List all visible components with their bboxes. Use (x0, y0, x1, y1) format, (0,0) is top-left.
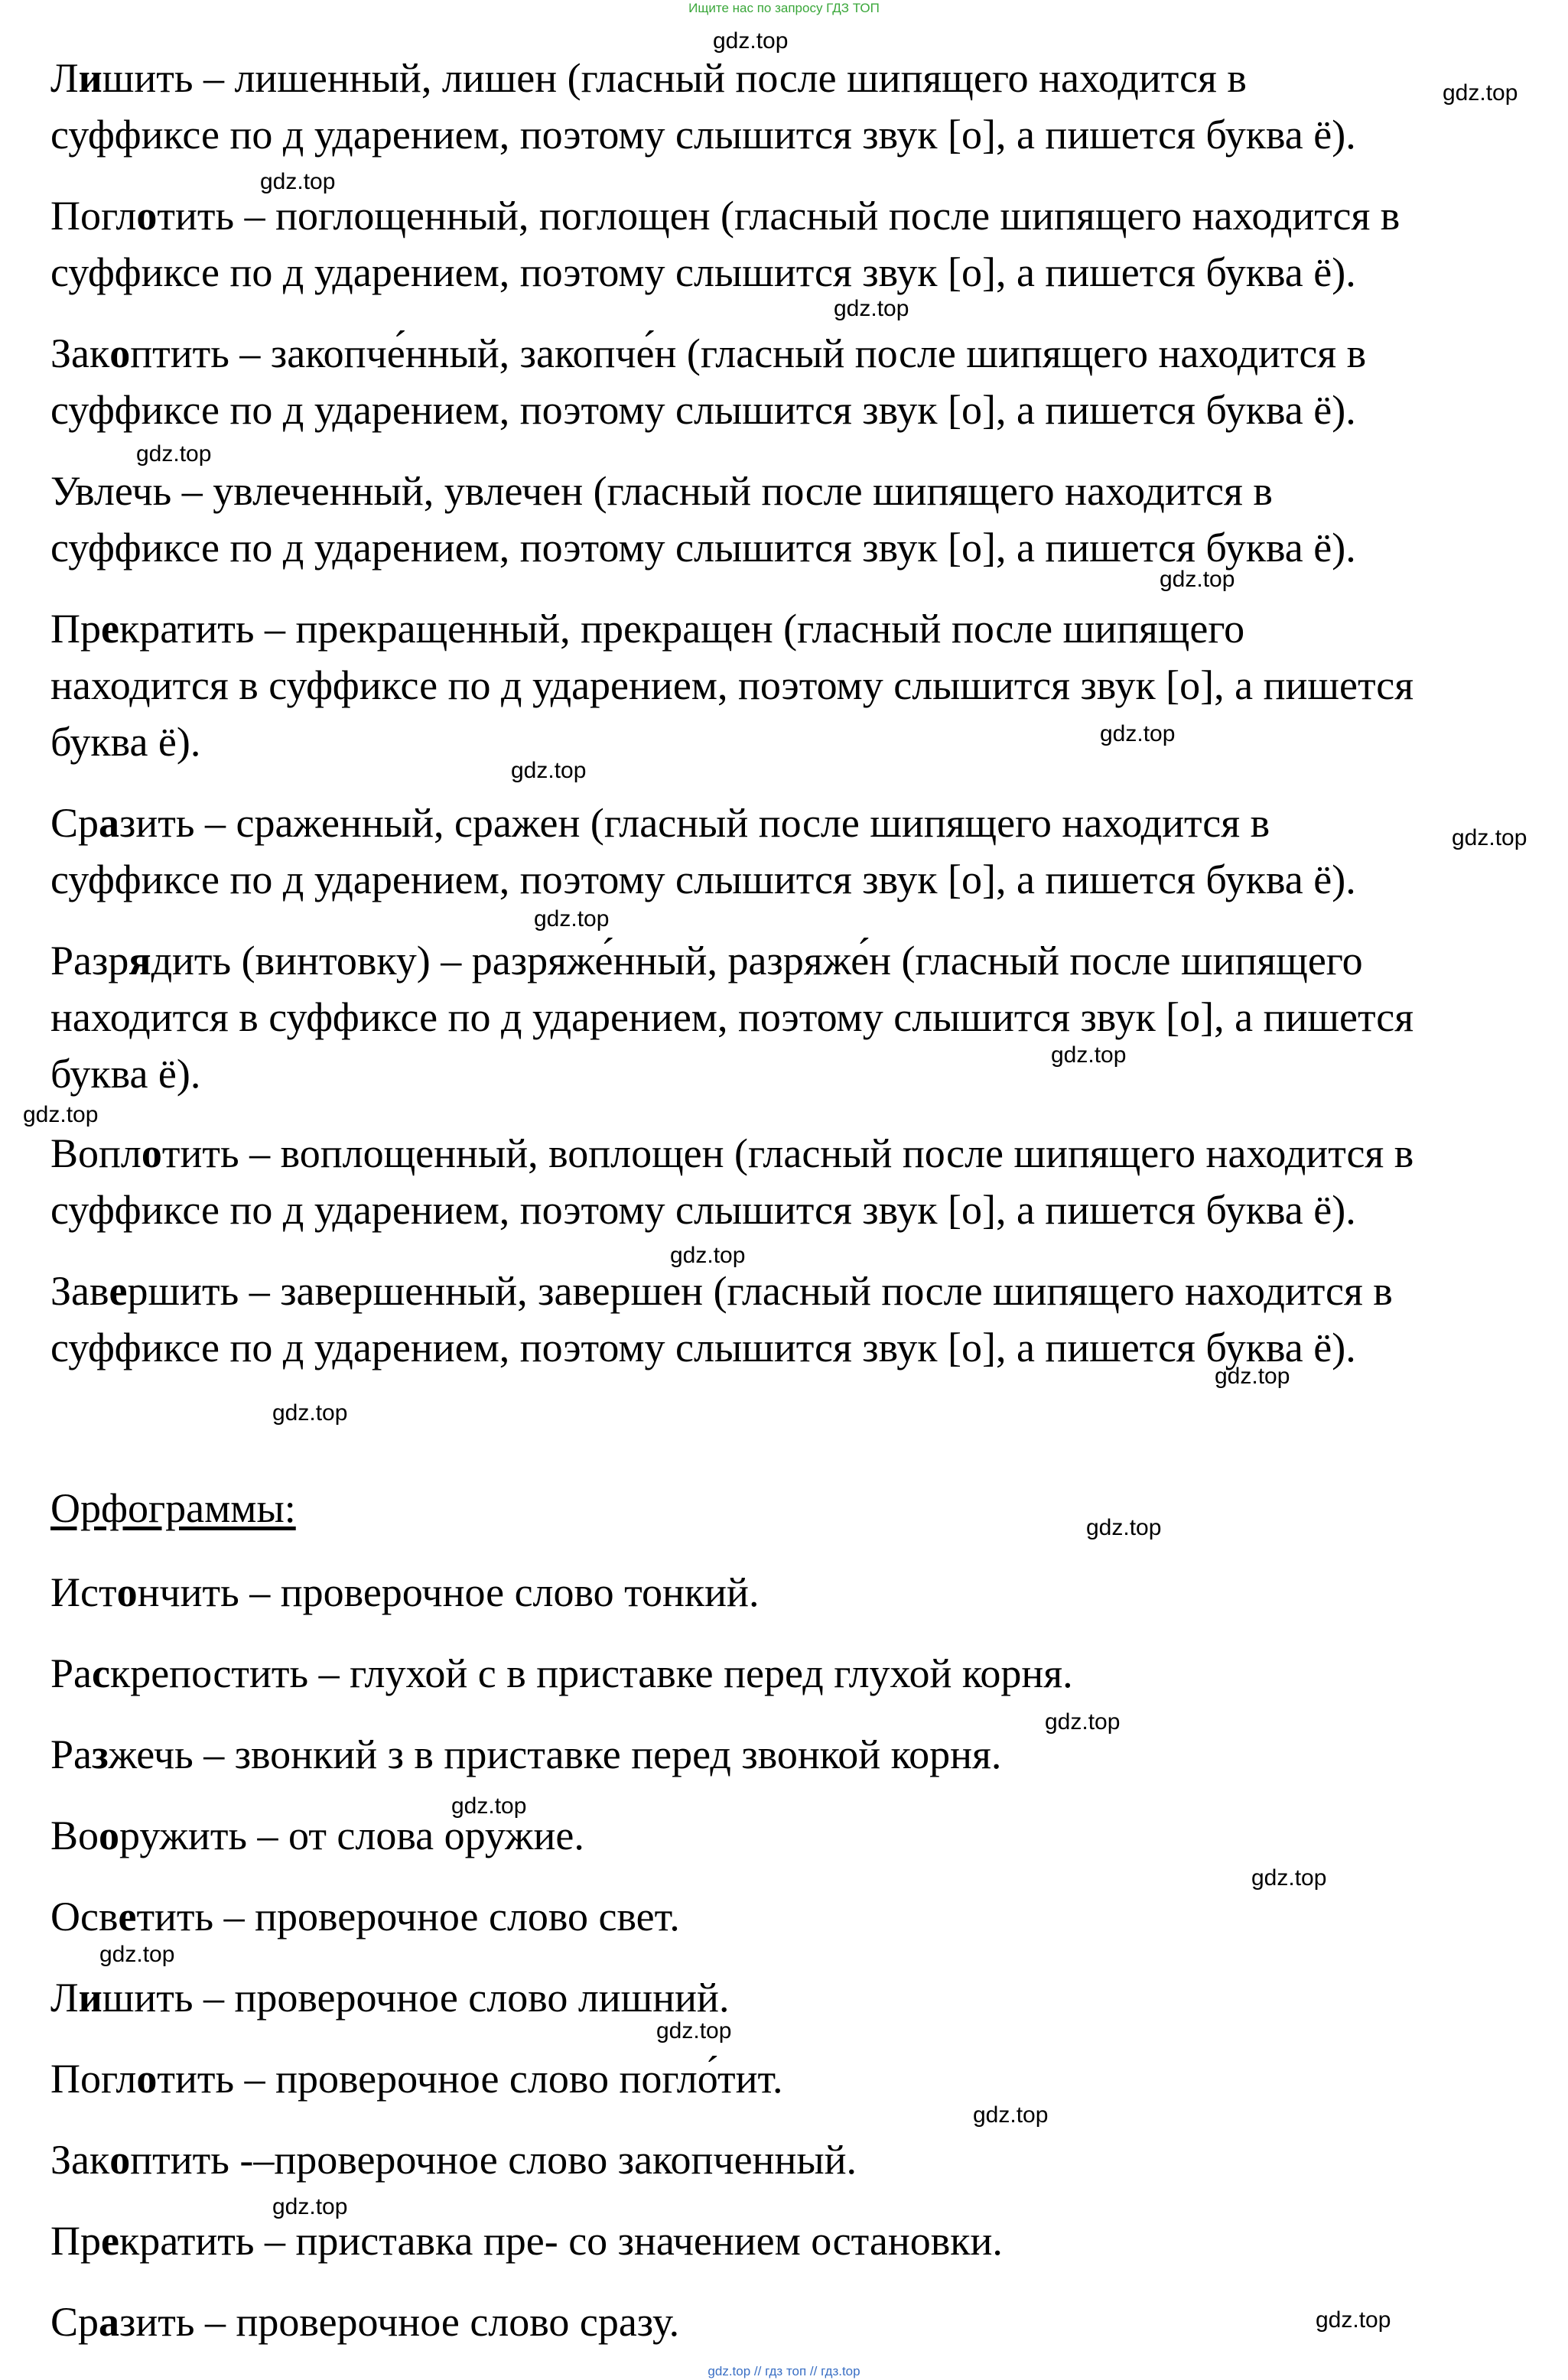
watermark: gdz.top (1100, 721, 1176, 746)
text-line: Истончить – проверочное слово тонкий. (50, 1569, 760, 1615)
watermark: gdz.top (99, 1942, 175, 1967)
text-line: суффиксе по д ударением, поэтому слышится звук [о], а пишется буква ё). (50, 387, 1356, 433)
watermark: gdz.top (1215, 1364, 1290, 1389)
watermark: gdz.top (260, 169, 336, 194)
watermark: gdz.top (272, 1400, 348, 1426)
text-line: Вооружить – от слова оружие. (50, 1813, 584, 1858)
watermark: gdz.top (23, 1102, 99, 1127)
watermark: gdz.top (670, 1243, 746, 1268)
text-line: Разрядить (винтовку) – разряже́нный, разряже́н (гласный после шипящего (50, 938, 1363, 984)
text-line: находится в суффиксе по д ударением, поэтому слышится звук [о], а пишется (50, 994, 1414, 1040)
text-line: Сразить – сраженный, сражен (гласный после шипящего находится в (50, 800, 1270, 846)
watermark: gdz.top (136, 441, 212, 467)
text-line: Сразить – проверочное слово сразу. (50, 2299, 680, 2345)
watermark: gdz.top (534, 906, 610, 932)
text-line: буква ё). (50, 719, 201, 765)
text-line: Закоптить -–проверочное слово закопченный. (50, 2137, 857, 2183)
watermark: gdz.top (1086, 1515, 1162, 1540)
text-line: буква ё). (50, 1051, 201, 1097)
text-line: суффиксе по д ударением, поэтому слышится звук [о], а пишется буква ё). (50, 525, 1356, 571)
text-line: суффиксе по д ударением, поэтому слышится звук [о], а пишется буква ё). (50, 112, 1356, 158)
watermark: gdz.top (1045, 1709, 1121, 1735)
watermark: gdz.top (1443, 80, 1518, 106)
text-line: Воплотить – воплощенный, воплощен (гласный после шипящего находится в (50, 1130, 1414, 1176)
text-line: находится в суффиксе по д ударением, поэтому слышится звук [о], а пишется (50, 662, 1414, 708)
section-heading: Орфограммы: (50, 1485, 296, 1531)
text-line: Увлечь – увлеченный, увлечен (гласный после шипящего находится в (50, 468, 1273, 514)
site-footer-text: gdz.top // гдз топ // гдз.top (708, 2364, 860, 2378)
text-line: Прекратить – прекращенный, прекращен (гласный после шипящего (50, 606, 1245, 652)
watermark: gdz.top (1160, 567, 1235, 592)
watermark: gdz.top (511, 758, 587, 783)
text-line: Разжечь – звонкий з в приставке перед звонкой корня. (50, 1731, 1002, 1777)
watermark: gdz.top (451, 1793, 527, 1819)
text-line: Завершить – завершенный, завершен (гласный после шипящего находится в (50, 1268, 1393, 1314)
watermark: gdz.top (1452, 825, 1527, 850)
text-line: Лишить – проверочное слово лишний. (50, 1975, 730, 2021)
watermark: gdz.top (656, 2018, 732, 2043)
text-line: Прекратить – приставка пре- со значением остановки. (50, 2218, 1003, 2264)
site-header-text: Ищите нас по запросу ГДЗ ТОП (688, 1, 880, 15)
text-line: Закоптить – закопче́нный, закопче́н (гласный после шипящего находится в (50, 330, 1367, 376)
text-line: суффиксе по д ударением, поэтому слышится звук [о], а пишется буква ё). (50, 1187, 1356, 1233)
watermark: gdz.top (834, 296, 909, 321)
watermark: gdz.top (973, 2102, 1049, 2128)
watermark: gdz.top (713, 28, 789, 54)
text-line: Поглотить – проверочное слово погло́тит. (50, 2056, 783, 2102)
text-line: Раскрепостить – глухой с в приставке перед глухой корня. (50, 1650, 1073, 1696)
text-line: Лишить – лишенный, лишен (гласный после шипящего находится в (50, 55, 1247, 101)
text-line: Поглотить – поглощенный, поглощен (гласный после шипящего находится в (50, 193, 1400, 239)
text-line: суффиксе по д ударением, поэтому слышится звук [о], а пишется буква ё). (50, 1325, 1356, 1370)
watermark: gdz.top (272, 2194, 348, 2219)
watermark: gdz.top (1251, 1865, 1327, 1891)
text-line: Осветить – проверочное слово свет. (50, 1894, 680, 1939)
text-line: суффиксе по д ударением, поэтому слышится звук [о], а пишется буква ё). (50, 857, 1356, 902)
text-line: суффиксе по д ударением, поэтому слышится звук [о], а пишется буква ё). (50, 249, 1356, 295)
watermark: gdz.top (1316, 2307, 1391, 2333)
watermark: gdz.top (1051, 1042, 1127, 1068)
